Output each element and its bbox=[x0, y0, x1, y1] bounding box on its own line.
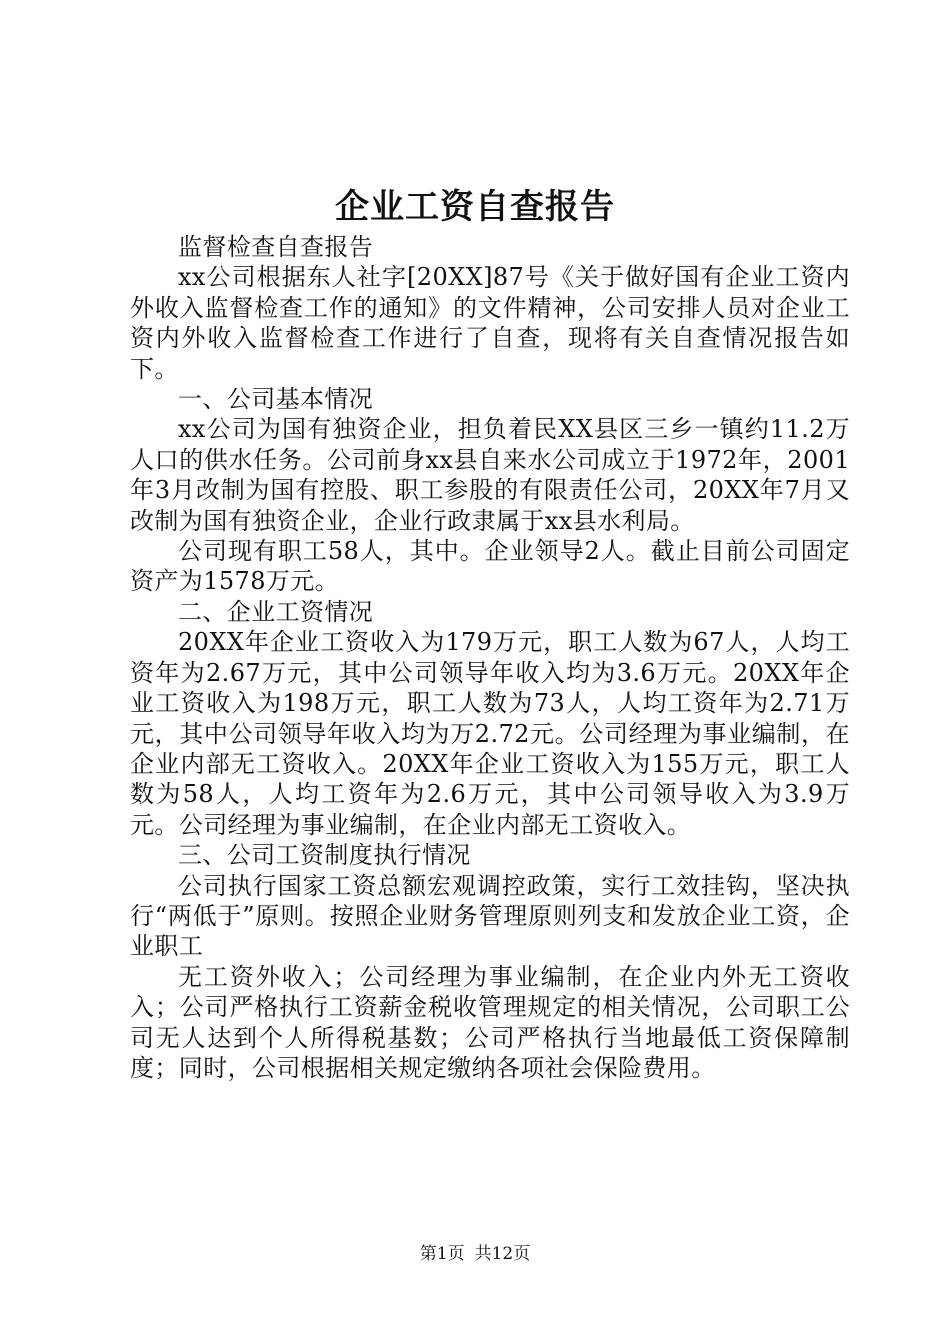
page-total: 共12页 bbox=[474, 1244, 531, 1264]
paragraph-intro: xx公司根据东人社字[20XX]87号《关于做好国有企业工资内外收入监督检查工作的通知》的文件精神，公司安排人员对企业工资内外收入监督检查工作进行了自查，现将有关自查情况报告如下。 bbox=[130, 263, 850, 383]
page-number: 第1页 bbox=[419, 1244, 465, 1264]
document-body bbox=[130, 232, 850, 1083]
section-heading-wage-system: 三、公司工资制度执行情况 bbox=[178, 841, 471, 870]
paragraph-wage-policy: 公司执行国家工资总额宏观调控政策，实行工效挂钩，坚决执行“两低于”原则。按照企业财务管理原则列支和发放企业工资，企业职工 bbox=[130, 871, 850, 961]
paragraph-staff-assets: 公司现有职工58人，其中。企业领导2人。截止目前公司固定资产为1578万元。 bbox=[130, 537, 850, 596]
paragraph-wage-figures: 20XX年企业工资收入为179万元，职工人数为67人，人均工资年为2.67万元，其中公司领导年收入均为3.6万元。20XX年企业工资收入为198万元，职工人数为73人，人均工资年为2.71万元，其中公司领导年收入均为万2.72元。公司经理为事业编制，在企业内部无工资收入。20XX年企业工资收入为155万元，职工人数为58人，人均工资年为2.6万元，其中公司领导收入为3.9万元。公司经理为事业编制，在企业内部无工资收入。 bbox=[130, 628, 850, 839]
paragraph-company-background: xx公司为国有独资企业，担负着民XX县区三乡一镇约11.2万人口的供水任务。公司前身xx县自来水公司成立于1972年，2001年3月改制为国有控股、职工参股的有限责任公司，20XX年7月又改制为国有独资企业，企业行政隶属于xx县水利局。 bbox=[130, 415, 850, 535]
page-footer bbox=[0, 1242, 950, 1266]
section-heading-basic-info: 一、公司基本情况 bbox=[178, 385, 374, 414]
report-subtitle: 监督检查自查报告 bbox=[178, 233, 374, 261]
section-heading-wages: 二、企业工资情况 bbox=[178, 597, 374, 626]
document-title: 企业工资自查报告 bbox=[335, 187, 615, 227]
paragraph-wage-compliance: 无工资外收入；公司经理为事业编制，在企业内外无工资收入；公司严格执行工资薪金税收管理规定的相关情况，公司职工公司无人达到个人所得税基数；公司严格执行当地最低工资保障制度；同时，公司根据相关规定缴纳各项社会保险费用。 bbox=[130, 962, 850, 1082]
